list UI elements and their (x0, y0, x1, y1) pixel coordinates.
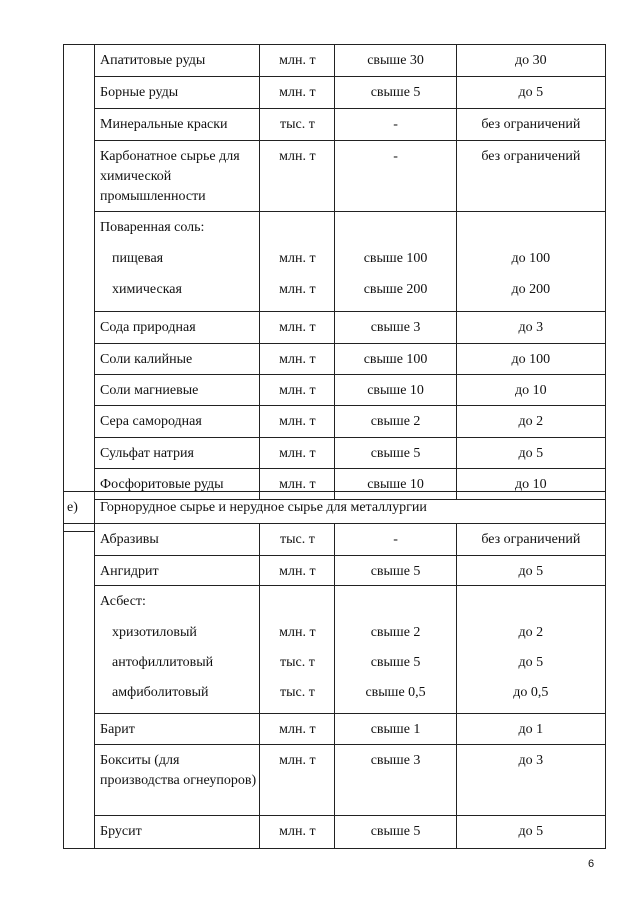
threshold-over: свыше 100 (335, 344, 456, 375)
threshold-over: свыше 2 (370, 625, 421, 640)
threshold-upto: до 3 (456, 745, 605, 816)
threshold-over: свыше 5 (370, 655, 421, 670)
resource-name: Сода природная (95, 312, 260, 344)
resource-name: Борные руды (95, 77, 260, 109)
resources-table (63, 44, 606, 532)
threshold-upto: до 2 (456, 406, 605, 438)
resource-name-group (95, 212, 260, 312)
resource-name: Брусит (95, 816, 260, 849)
threshold-upto: до 5 (456, 77, 605, 109)
threshold-upto: до 0,5 (513, 685, 549, 700)
unit: млн. т (260, 469, 335, 500)
threshold-upto-group (456, 212, 605, 312)
resource-name-group (95, 586, 260, 714)
page-number: 6 (588, 858, 595, 870)
table-row-group-asbestos (64, 586, 606, 714)
subtype-name: амфиболитовый (112, 685, 209, 700)
section-letter-cell-empty (64, 524, 95, 849)
resource-name: Ангидрит (95, 556, 260, 586)
section-title: Горнорудное сырье и нерудное сырье для металлургии (95, 492, 606, 524)
threshold-over: свыше 5 (335, 816, 456, 849)
resource-name: Сульфат натрия (95, 438, 260, 469)
threshold-over: свыше 2 (335, 406, 456, 438)
table-row (64, 109, 606, 141)
threshold-over: - (335, 109, 456, 141)
table-row (64, 816, 606, 849)
threshold-over: - (335, 141, 456, 212)
unit: млн. т (260, 556, 335, 586)
table-row (64, 714, 606, 745)
unit: млн. т (260, 344, 335, 375)
threshold-upto: до 200 (511, 282, 551, 297)
resource-name: Соли калийные (95, 344, 260, 375)
threshold-over-group (335, 586, 456, 714)
table-row (64, 375, 606, 406)
resource-name: Апатитовые руды (95, 45, 260, 77)
threshold-upto: до 1 (456, 714, 605, 745)
threshold-upto: без ограничений (456, 524, 605, 556)
unit: млн. т (260, 745, 335, 816)
section-letter-cell-empty (64, 45, 95, 532)
unit: тыс. т (260, 109, 335, 141)
threshold-upto: до 5 (518, 655, 544, 670)
unit: млн. т (260, 406, 335, 438)
resource-name: Сера самородная (95, 406, 260, 438)
resource-name: Фосфоритовые руды (95, 469, 260, 500)
threshold-over: свыше 3 (335, 745, 456, 816)
table-row (64, 312, 606, 344)
threshold-over: свыше 200 (363, 282, 428, 297)
unit: млн. т (260, 141, 335, 212)
threshold-over: свыше 10 (335, 469, 456, 500)
table-row (64, 141, 606, 212)
unit: млн. т (260, 375, 335, 406)
threshold-upto: без ограничений (456, 109, 605, 141)
resource-name: Карбонатное сырье для химической промышленности (95, 141, 260, 212)
unit: млн. т (260, 714, 335, 745)
threshold-upto: до 3 (456, 312, 605, 344)
group-title: Поваренная соль: (100, 220, 205, 235)
unit: млн. т (279, 625, 316, 640)
unit: млн. т (279, 282, 316, 297)
threshold-over: свыше 10 (335, 375, 456, 406)
threshold-upto: до 100 (456, 344, 605, 375)
table-row (64, 524, 606, 556)
table-row-group-salt (64, 212, 606, 312)
resource-name: Соли магниевые (95, 375, 260, 406)
unit-group (260, 212, 335, 312)
table-row (64, 556, 606, 586)
unit: млн. т (260, 816, 335, 849)
threshold-over: - (335, 524, 456, 556)
subtype-name: антофиллитовый (112, 655, 214, 670)
threshold-over: свыше 5 (335, 556, 456, 586)
table-row (64, 344, 606, 375)
subtype-name: химическая (112, 282, 182, 297)
threshold-upto: до 10 (456, 375, 605, 406)
threshold-over-group (335, 212, 456, 312)
unit: тыс. т (260, 524, 335, 556)
threshold-over: свыше 3 (335, 312, 456, 344)
unit: млн. т (260, 77, 335, 109)
threshold-upto: до 30 (456, 45, 605, 77)
threshold-over: свыше 5 (335, 438, 456, 469)
section-letter: е) (64, 492, 95, 524)
threshold-upto-group (456, 586, 605, 714)
threshold-upto: до 5 (456, 556, 605, 586)
unit: млн. т (279, 251, 316, 266)
table-row (64, 745, 606, 816)
table-row (64, 77, 606, 109)
subtype-name: пищевая (112, 251, 164, 266)
subtype-name: хризотиловый (112, 625, 197, 640)
table-row (64, 45, 606, 77)
threshold-over: свыше 5 (335, 77, 456, 109)
unit: млн. т (260, 438, 335, 469)
threshold-over: свыше 100 (363, 251, 428, 266)
threshold-upto: до 100 (511, 251, 551, 266)
unit: млн. т (260, 312, 335, 344)
unit: тыс. т (279, 685, 315, 700)
threshold-over: свыше 0,5 (365, 685, 426, 700)
unit: млн. т (260, 45, 335, 77)
threshold-over: свыше 30 (335, 45, 456, 77)
resource-name: Абразивы (95, 524, 260, 556)
resource-name: Барит (95, 714, 260, 745)
table-row (64, 406, 606, 438)
threshold-upto: до 5 (456, 438, 605, 469)
threshold-upto: без ограничений (456, 141, 605, 212)
resource-name: Бокситы (для производства огнеупоров) (95, 745, 260, 816)
threshold-upto: до 2 (518, 625, 544, 640)
unit-group (260, 586, 335, 714)
group-title: Асбест: (100, 594, 146, 609)
resource-name: Минеральные краски (95, 109, 260, 141)
threshold-upto: до 5 (456, 816, 605, 849)
threshold-upto: до 10 (456, 469, 605, 500)
table-row (64, 438, 606, 469)
threshold-over: свыше 1 (335, 714, 456, 745)
resources-table-section-e (63, 491, 606, 849)
unit: тыс. т (279, 655, 315, 670)
section-header-row (64, 492, 606, 524)
